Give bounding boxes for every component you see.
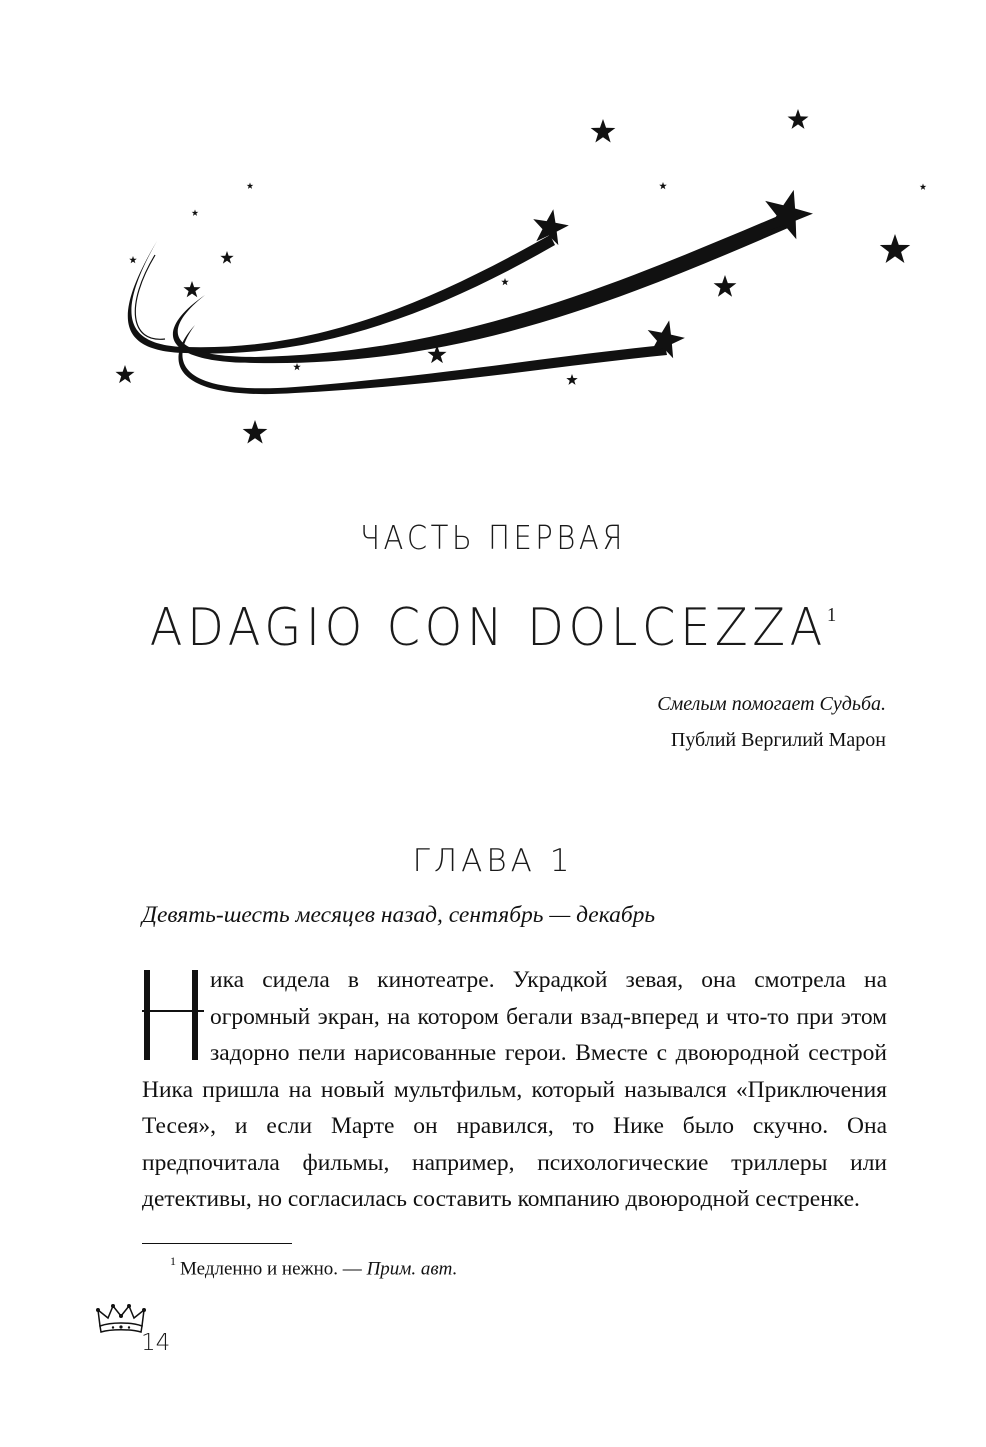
footnote-divider — [142, 1243, 292, 1244]
part-title — [39, 598, 946, 658]
footnote-note: Прим. авт. — [366, 1258, 458, 1280]
drop-cap-letter — [142, 970, 204, 1060]
drop-cap — [142, 970, 204, 1060]
page-number: 14 — [141, 1330, 171, 1356]
epigraph-author: Публий Вергилий Марон — [670, 729, 886, 751]
chapter-body — [142, 962, 887, 1218]
part-label: ЧАСТЬ ПЕРВАЯ — [360, 518, 626, 557]
body-text: ика сидела в кинотеатре. Украдкой зевая, она смотрела на огромный экран, на котором бегали взад-вперед и что-то при этом задорно пели нарисованные герои. Вместе с двоюродной сестрой Ника пришла на новый мультфильм, который назывался «Приключения Тесея», и если Марте он нравился, то Нике было скучно. Она предпочитала фильмы, например, психологические триллеры или детективы, но согласилась составить компанию двоюродной сестренке. — [142, 967, 887, 1212]
footnote-text: Медленно и нежно. — — [180, 1258, 367, 1280]
epigraph — [657, 686, 886, 758]
shooting-stars-illustration — [95, 95, 935, 465]
part-title-text: ADAGIO CON DOLCEZZA — [149, 598, 827, 658]
chapter-label: ГЛАВА 1 — [412, 843, 574, 879]
chapter-subtitle: Девять-шесть месяцев назад, сентябрь — декабрь — [142, 902, 656, 928]
crown-icon — [96, 1302, 146, 1338]
epigraph-quote: Смелым помогает Судьба. — [657, 693, 886, 715]
footnote-number: 1 — [170, 1254, 176, 1268]
footnote — [170, 1256, 457, 1280]
footnote-mark[interactable]: 1 — [826, 603, 837, 626]
